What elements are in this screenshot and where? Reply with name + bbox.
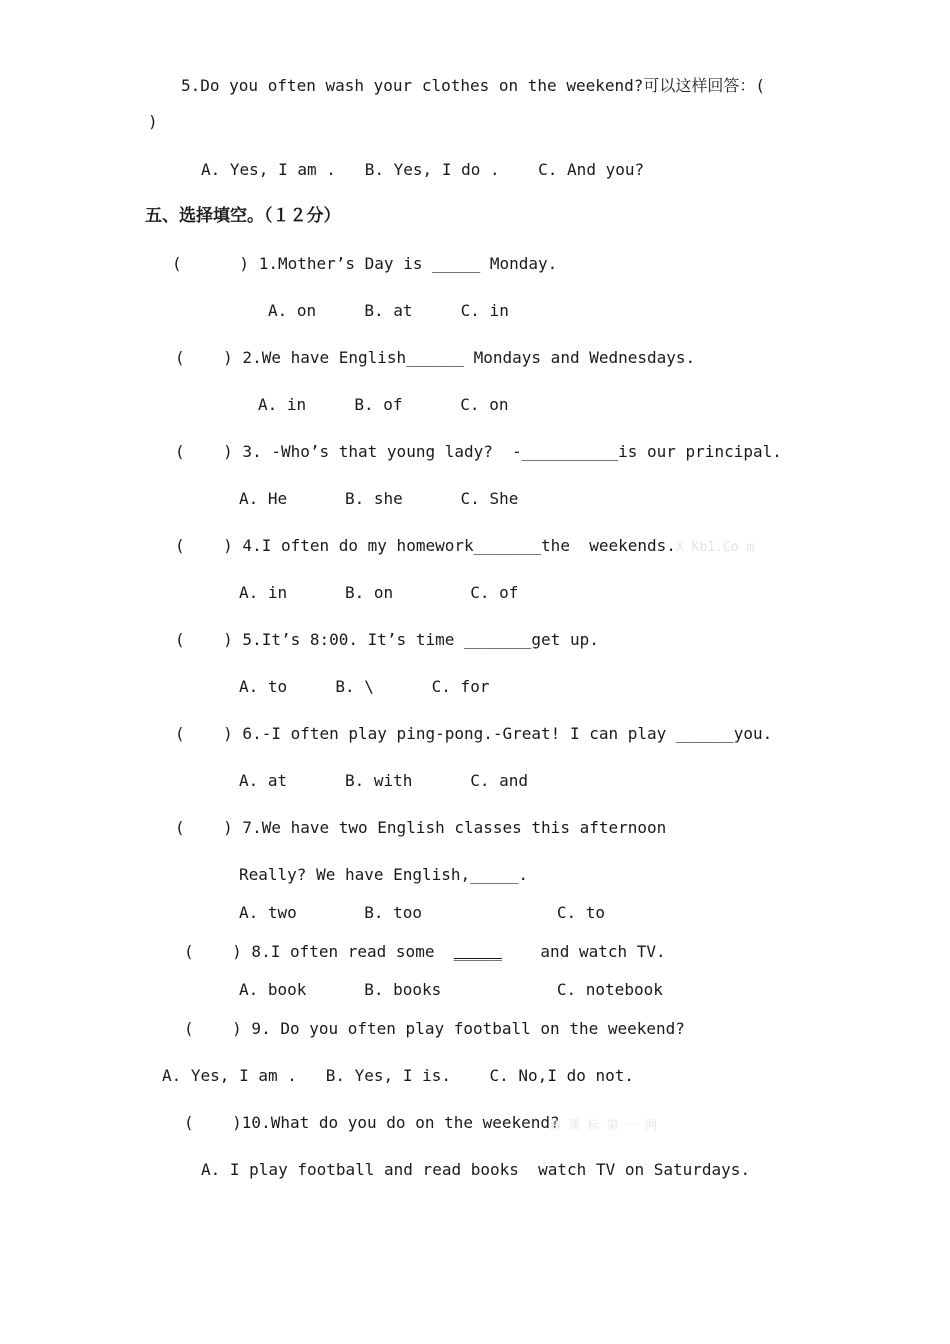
item-1-stem: ( ) 1.Mother’s Day is _____ Monday. [172, 254, 558, 273]
item-10-stem: ( )10.What do you do on the weekend? [184, 1113, 560, 1132]
item-9-options: A. Yes, I am . B. Yes, I is. C. No,I do not. [162, 1066, 635, 1085]
item-7-stem: ( ) 7.We have two English classes this afternoon [175, 818, 667, 837]
item-8-stem [184, 942, 666, 962]
item-2-stem: ( ) 2.We have English______ Mondays and Wednesdays. [175, 348, 696, 367]
item-9-stem: ( ) 9. Do you often play football on the weekend? [184, 1019, 685, 1038]
item-6-options: A. at B. with C. and [239, 771, 528, 790]
question-5-stem-continued: ) [148, 112, 158, 131]
item-6-stem: ( ) 6.-I often play ping-pong.-Great! I can play ______you. [175, 724, 773, 743]
item-7-stem-reply: Really? We have English,_____. [239, 865, 528, 884]
item-3-stem: ( ) 3. -Who’s that young lady? -__________is our principal. [175, 442, 782, 461]
watermark-xkb1: X Kb1.Co m [676, 540, 755, 555]
watermark-xinkebiao: 新 课 标 第 一 网 [549, 1118, 658, 1132]
question-5-stem: 5.Do you often wash your clothes on the weekend?可以这样回答：( [181, 76, 766, 95]
item-4-options: A. in B. on C. of [239, 583, 519, 602]
item-2-options: A. in B. of C. on [258, 395, 509, 414]
item-8-stem-start: ( ) 8.I often read some [184, 942, 435, 961]
item-10-options: A. I play football and read books watch TV on Saturdays. [201, 1160, 751, 1179]
item-8-blank: _____ [453, 942, 502, 961]
item-3-options: A. He B. she C. She [239, 489, 519, 508]
item-5-options: A. to B. \ C. for [239, 677, 490, 696]
item-5-stem: ( ) 5.It’s 8:00. It’s time _______get up. [175, 630, 599, 649]
question-5-options: A. Yes, I am . B. Yes, I do . C. And you? [201, 160, 645, 179]
item-8-stem-end: and watch TV. [540, 942, 666, 961]
item-1-options: A. on B. at C. in [268, 301, 509, 320]
item-4-stem: ( ) 4.I often do my homework_______the weekends. [175, 536, 676, 555]
section-5-title: 五、选择填空。（１２分） [145, 206, 341, 226]
item-7-options: A. two B. too C. to [239, 903, 606, 922]
item-8-options: A. book B. books C. notebook [239, 980, 663, 999]
